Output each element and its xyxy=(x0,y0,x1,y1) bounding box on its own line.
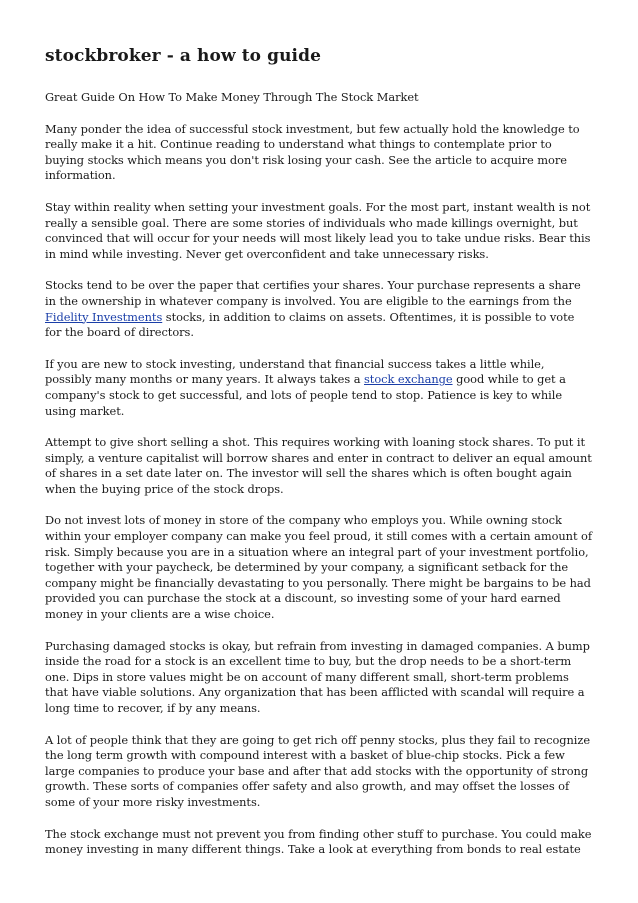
paragraph: The stock exchange must not prevent you from finding other stuff to purchase. You could make money investing in many different things. Take a look at everything from bonds to real estate xyxy=(45,826,592,857)
paragraph-with-link xyxy=(45,357,594,419)
fidelity-investments-link[interactable]: Fidelity Investments xyxy=(45,309,163,324)
paragraph: Attempt to give short selling a shot. This requires working with loaning stock shares. To put it simply, a venture capitalist will borrow shares and enter in contract to deliver an equal amount of shares in a set date later on. The investor will sell the shares which is often bought again when the buying price of the stock drops. xyxy=(45,435,592,496)
paragraph-with-link xyxy=(45,278,594,340)
paragraph-subtitle: Great Guide On How To Make Money Through The Stock Market xyxy=(45,90,419,104)
paragraph: Many ponder the idea of successful stock investment, but few actually hold the knowledge to really make it a hit. Continue reading to understand what things to contemplate prior to buying stocks which means you don't risk losing your cash. See the article to acquire more information. xyxy=(45,121,580,183)
paragraph-text: If you are new to stock investing, understand that financial success takes a little while, possibly many months or many years. It always takes a xyxy=(45,356,545,387)
paragraph: A lot of people think that they are going to get rich off penny stocks, plus they fail to recognize the long term growth with compound interest with a basket of blue-chip stocks. Pick a few large companies to produce your base and after that add stocks with the opportunity of strong growth. These sorts of companies offer safety and also growth, and may offset the losses of some of your more risky investments. xyxy=(45,732,591,809)
paragraph: Do not invest lots of money in store of the company who employs you. While owning stock within your employer company can make you feel proud, it still comes with a certain amount of risk. Simply because you are in a situation where an integral part of your investment portfolio, together with your paycheck, be determined by your company, a significant setback for the company might be financially devastating to you personally. There might be bargains to be had provided you can purchase the stock at a discount, so investing some of your hard earned money in your clients are a wise choice. xyxy=(45,513,593,622)
paragraph-text: stocks, in addition to claims on assets. Oftentimes, it is possible to vote for the board of directors. xyxy=(45,309,575,340)
paragraph-text: good while to get a company's stock to get successful, and lots of people tend to stop. Patience is key to while using market. xyxy=(45,372,566,418)
paragraph: Purchasing damaged stocks is okay, but refrain from investing in damaged companies. A bump inside the road for a stock is an excellent time to buy, but the drop needs to be a short-term one. Dips in store values might be on account of many different small, short-term problems that have viable solutions. Any organization that has been afflicted with scandal will require a long time to recover, if by any means. xyxy=(45,638,590,715)
paragraph: Stay within reality when setting your investment goals. For the most part, instant wealth is not really a sensible goal. There are some stories of individuals who made killings overnight, but convinced that will occur for your needs will most likely lead you to take undue risks. Bear this in mind while investing. Never get overconfident and take unnecessary risks. xyxy=(45,199,591,261)
paragraph-text: Stocks tend to be over the paper that certifies your shares. Your purchase represents a share in the ownership in whatever company is involved. You are eligible to the earnings from the xyxy=(45,278,581,308)
stock-exchange-link[interactable]: stock exchange xyxy=(364,372,453,387)
document-title: stockbroker - a how to guide xyxy=(45,46,322,66)
